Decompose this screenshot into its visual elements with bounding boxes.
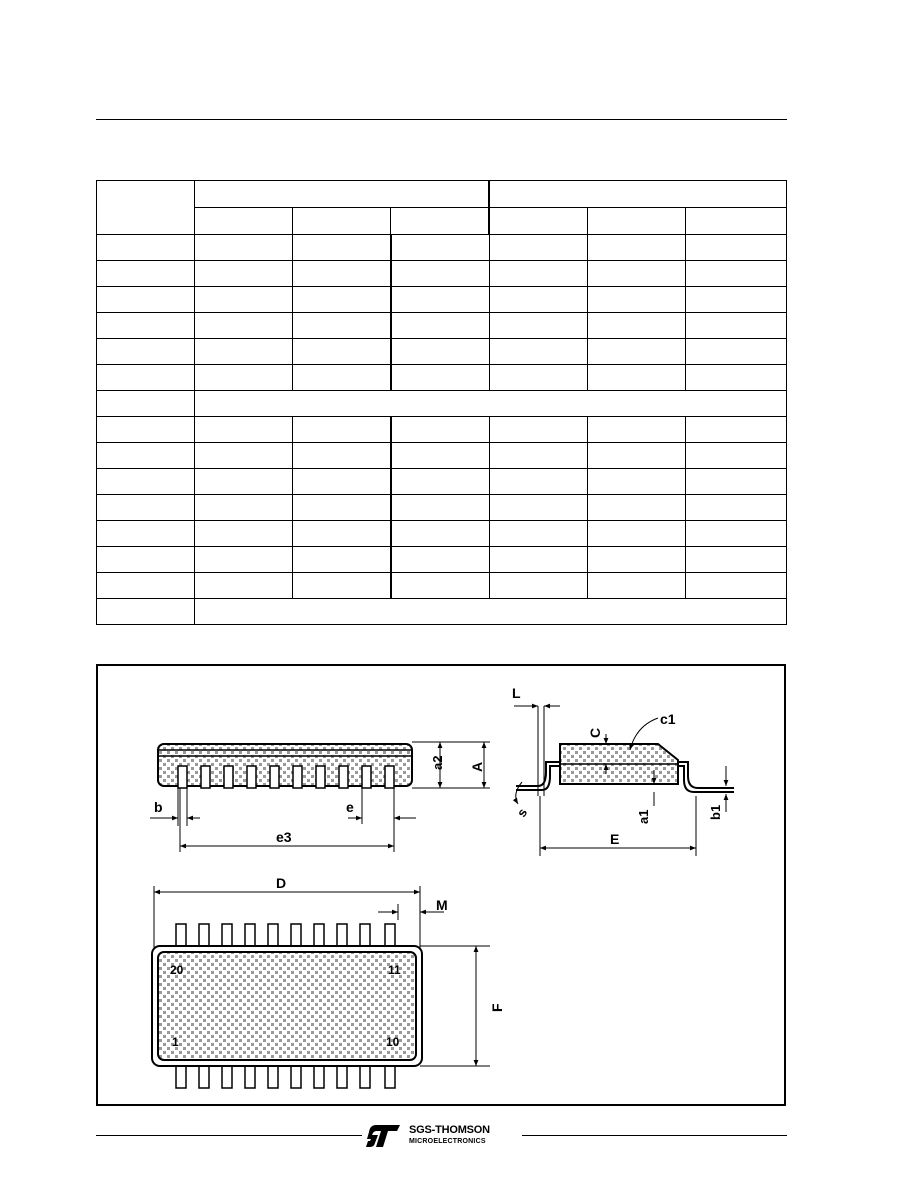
pin-label-10: 10 [386,1035,400,1049]
subheader-cell [489,208,587,235]
table-row-merged [97,599,787,625]
label-c1: c1 [660,711,676,727]
end-view [512,685,734,856]
header-rule [96,119,787,120]
package-outline-drawing [98,666,788,1108]
package-dimensions-table [96,180,787,625]
label-E: E [610,831,620,847]
side-view [150,742,490,852]
company-name: SGS-THOMSON [409,1124,490,1136]
table-row [97,313,787,339]
table-row [97,495,787,521]
subheader-cell [195,208,293,235]
label-b: b [154,799,163,815]
label-a1: a1 [636,809,651,824]
table-row [97,469,787,495]
label-e3: e3 [276,829,292,845]
table-row [97,547,787,573]
label-s: s [513,805,531,820]
pin-label-1: 1 [172,1035,179,1049]
label-M: M [436,897,448,913]
table-row [97,339,787,365]
header-cell-group-2 [489,181,786,208]
table-subheader-row [97,208,787,235]
table-row [97,417,787,443]
label-e: e [346,799,354,815]
subheader-cell [587,208,685,235]
company-division: MICROELECTRONICS [409,1138,486,1145]
label-F: F [489,1003,505,1012]
table-row [97,365,787,391]
st-logo-icon [366,1123,404,1149]
label-C: C [587,727,603,738]
pin-label-20: 20 [170,963,184,977]
header-cell-group-1 [195,181,489,208]
subheader-cell [293,208,391,235]
table-header-row [97,181,787,208]
footer-rule-right [522,1135,787,1136]
footer-rule-left [96,1135,362,1136]
table-row-merged [97,391,787,417]
package-drawing-frame [96,664,786,1106]
label-L: L [512,685,521,701]
table-row [97,573,787,599]
pin-label-11: 11 [388,963,401,977]
label-A: A [469,761,485,772]
table-row [97,235,787,261]
top-view [152,875,505,1088]
label-b1: b1 [708,804,723,820]
subheader-cell [391,208,489,235]
table-row [97,287,787,313]
label-a2: a2 [430,755,445,770]
label-D: D [276,875,287,891]
table-row [97,443,787,469]
table-row [97,261,787,287]
table-row [97,521,787,547]
header-cell-dimension [97,181,195,235]
subheader-cell [685,208,786,235]
